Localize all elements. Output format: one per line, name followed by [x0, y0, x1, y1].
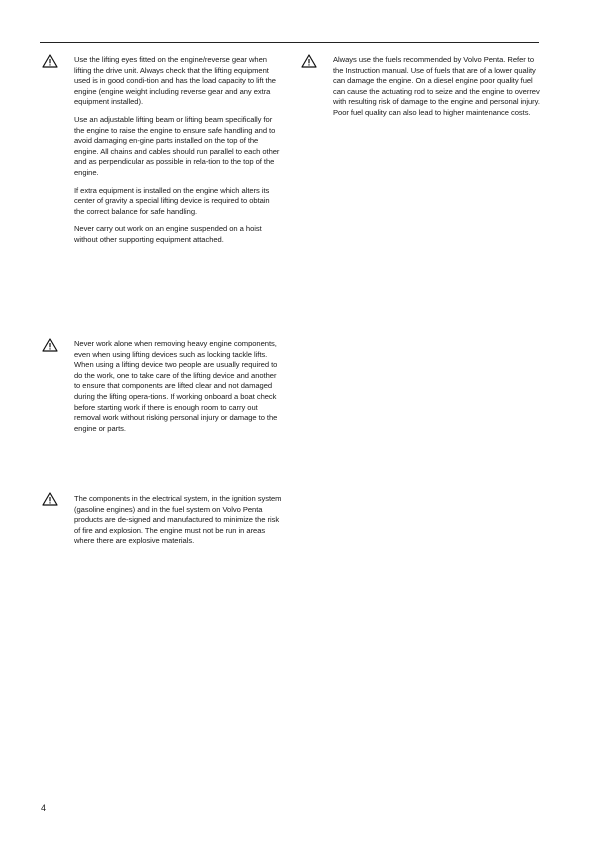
warning-block-fuel	[333, 55, 540, 126]
warning-triangle-icon	[42, 54, 58, 68]
warning-block-electrical	[74, 494, 282, 554]
warning-triangle-icon	[42, 338, 58, 352]
page-number: 4	[41, 803, 47, 813]
warning-block-lifting	[74, 55, 282, 253]
warning-paragraph: The components in the electrical system, in the ignition system (gasoline engines) and in the fuel system on Volvo Penta products are de-signed and manufactured to minimize the risk of fire and explosion. The engine must not be run in areas where there are explosive materials.	[74, 494, 282, 546]
warning-triangle-icon	[42, 492, 58, 506]
warning-paragraph: Use the lifting eyes fitted on the engine/reverse gear when lifting the drive unit. Always check that the lifting equipment used is in good condi-tion and has the load capacity to lift the engine (engine weight including reverse gear and any extra equipment installed).	[74, 55, 276, 107]
warning-triangle-icon	[301, 54, 317, 68]
warning-paragraph: Always use the fuels recommended by Volvo Penta. Refer to the Instruction manual. Use of fuels that are of a lower quality can damage the engine. On a diesel engine poor quality fuel can cause the actuating rod to seize and the engine to overrev with resulting risk of damage to the engine and personal injury. Poor fuel quality can also lead to higher maintenance costs.	[333, 55, 540, 117]
warning-paragraph: Never carry out work on an engine suspended on a hoist without other supporting equipment attached.	[74, 224, 262, 244]
warning-paragraph: Use an adjustable lifting beam or lifting beam specifically for the engine to raise the engine to ensure safe handling and to avoid damaging en-gine parts installed on the top of the engine. All chains and cables should run parallel to each other and as perpendicular as possible in rela-tion to the top of the engine.	[74, 114, 280, 177]
warning-paragraph: If extra equipment is installed on the engine which alters its center of gravity a special lifting device is required to obtain the correct balance for safe handling.	[74, 185, 270, 216]
header-rule	[40, 42, 539, 43]
warning-block-working-alone	[74, 339, 282, 441]
warning-paragraph: Never work alone when removing heavy engine components, even when using lifting devices such as locking tackle lifts. When using a lifting device two people are usually required to do the work, one to take care of the lifting device and another to ensure that components are lifted clear and not damaged during the lifting opera-tions. If working onboard a boat check before starting work if there is enough room to carry out removal work without risking personal injury or damage to the engine or parts.	[74, 339, 278, 433]
